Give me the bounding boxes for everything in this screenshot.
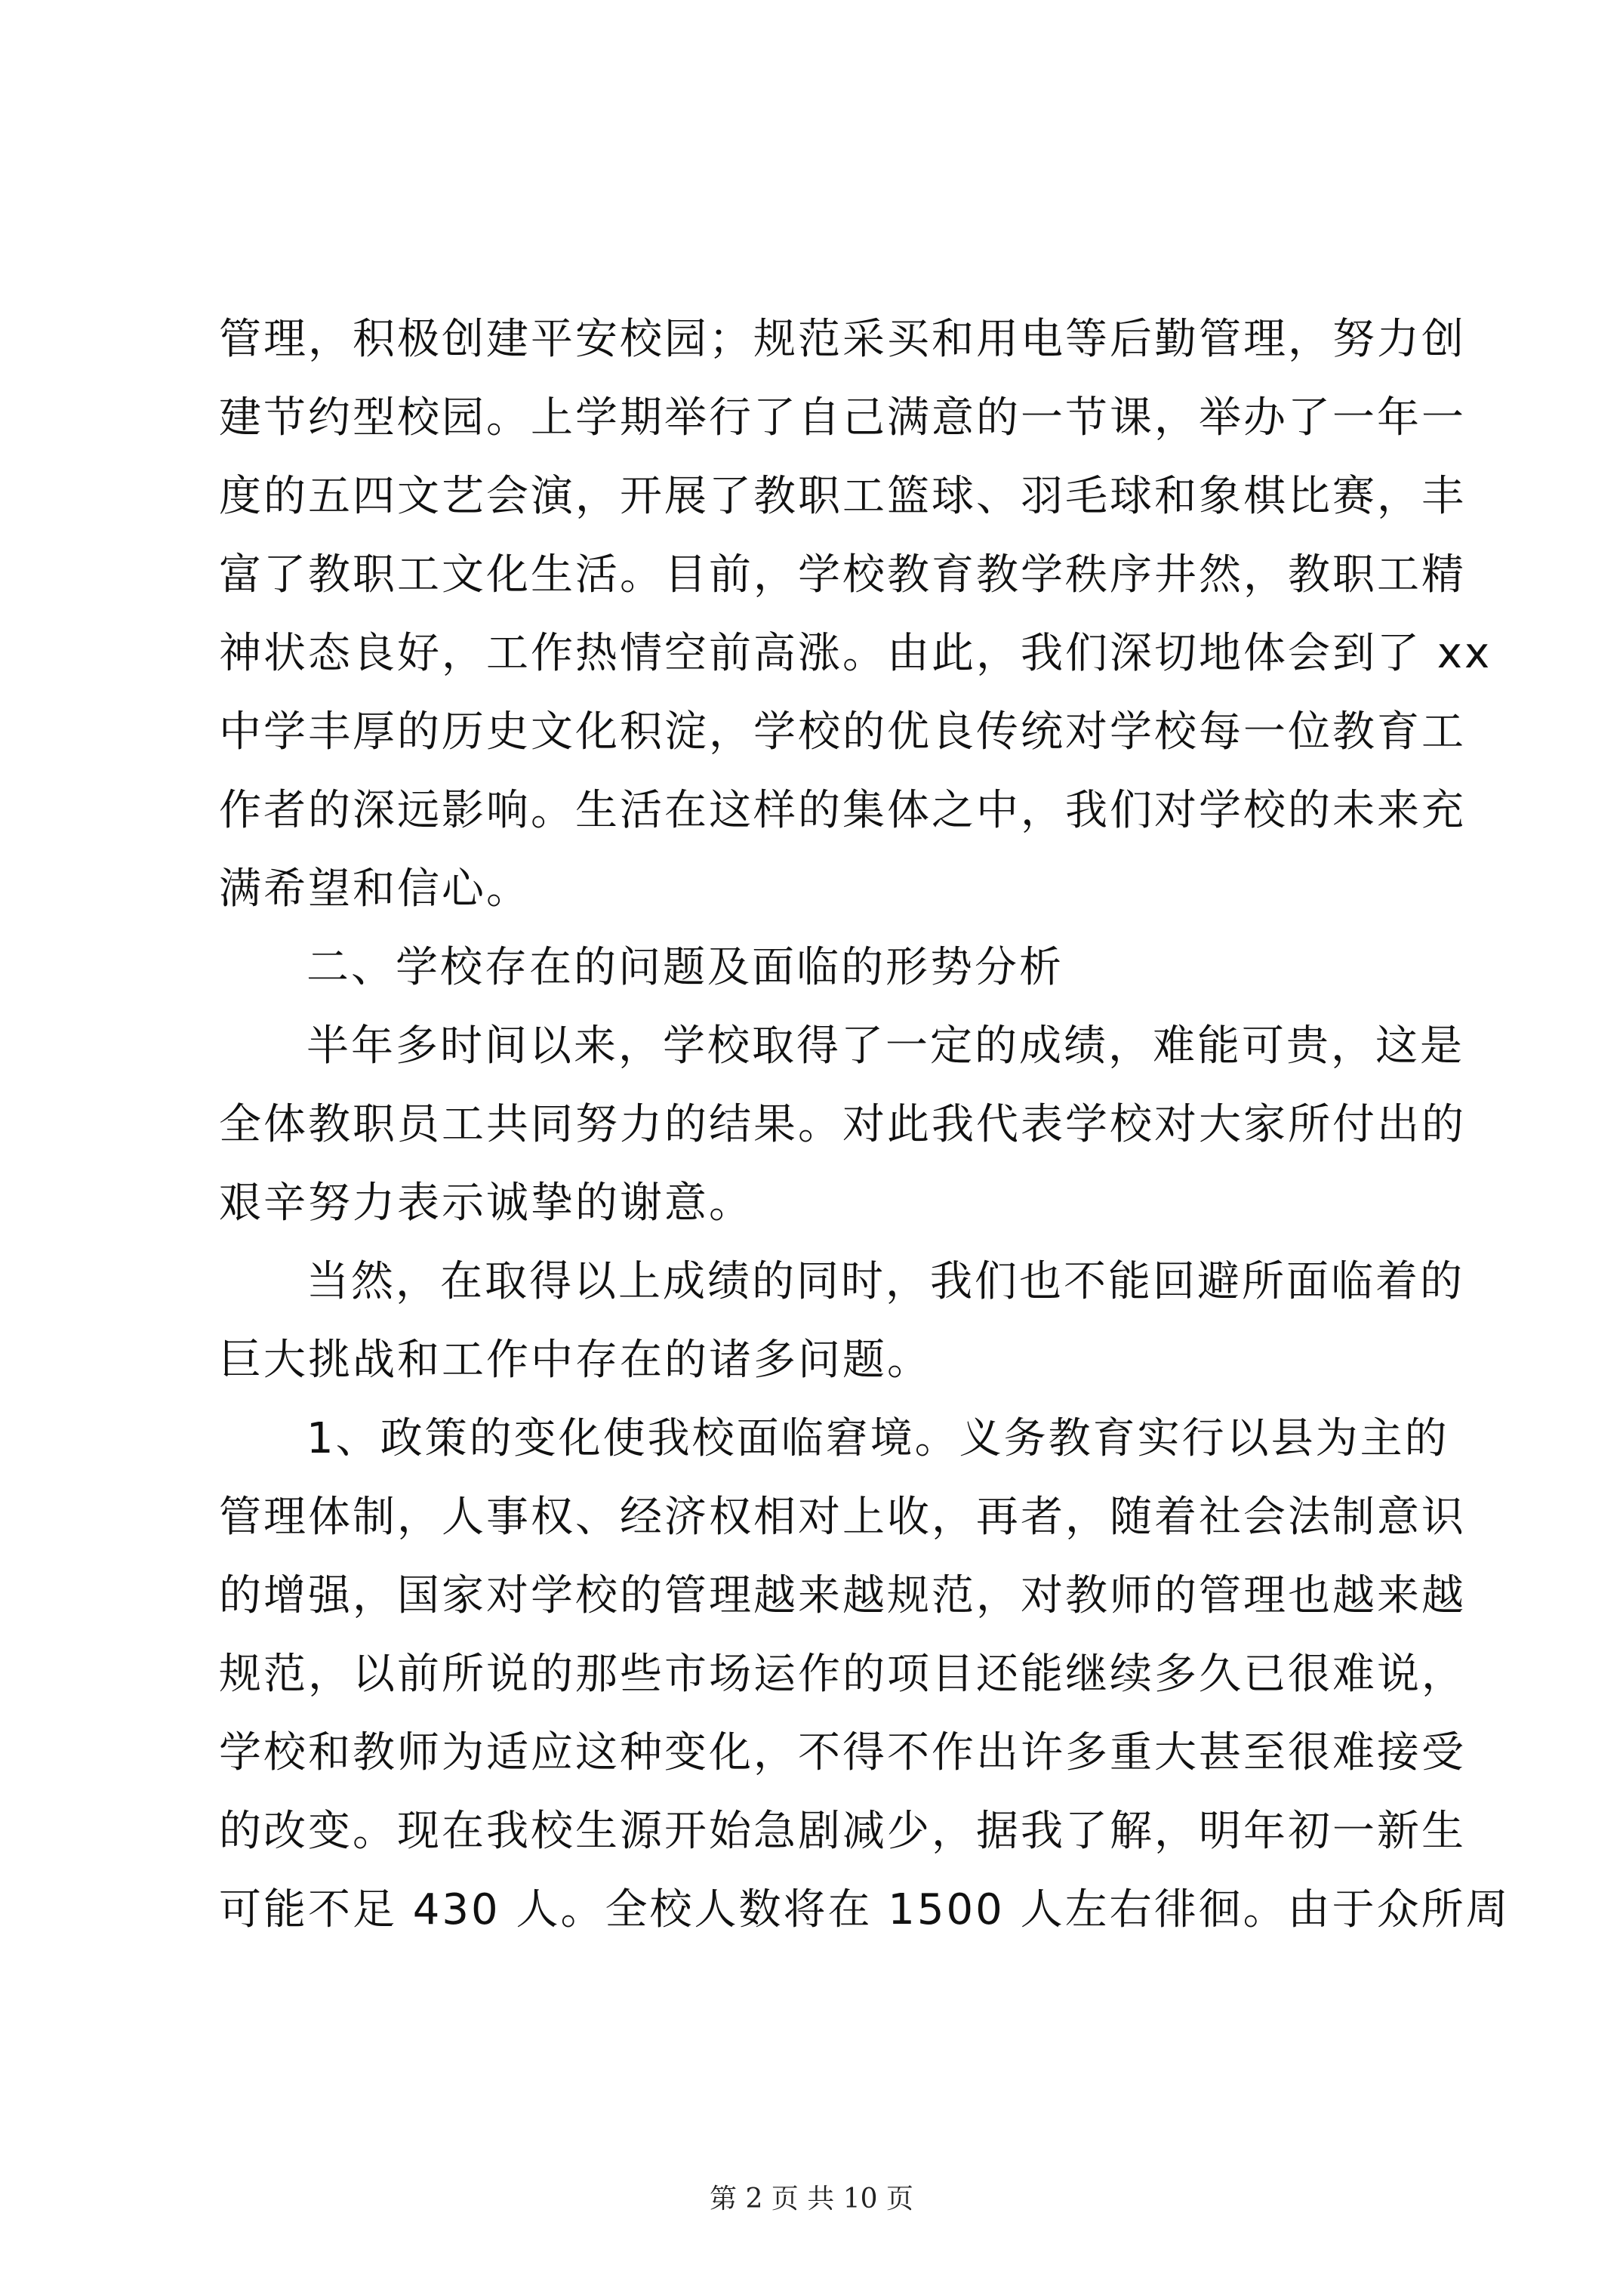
text-line: 度的五四文艺会演，开展了教职工篮球、羽毛球和象棋比赛，丰 (219, 472, 1466, 521)
text-line: 可能不足 430 人。全校人数将在 1500 人左右徘徊。由于众所周 (219, 1885, 1511, 1934)
text-line: 规范，以前所说的那些市场运作的项目还能继续多久已很难说， (219, 1650, 1466, 1699)
text-line: 的增强，国家对学校的管理越来越规范，对教师的管理也越来越 (219, 1571, 1466, 1620)
text-line: 当然，在取得以上成绩的同时，我们也不能回避所面临着的 (306, 1257, 1464, 1306)
text-line: 艰辛努力表示诚挚的谢意。 (219, 1179, 753, 1228)
text-line: 1、政策的变化使我校面临窘境。义务教育实行以县为主的 (306, 1414, 1449, 1463)
text-line: 全体教职员工共同努力的结果。对此我代表学校对大家所付出的 (219, 1100, 1466, 1149)
text-line: 半年多时间以来，学校取得了一定的成绩，难能可贵，这是 (306, 1022, 1464, 1071)
text-line: 建节约型校园。上学期举行了自己满意的一节课，举办了一年一 (219, 393, 1466, 442)
document-body (219, 300, 1511, 1949)
text-line: 二、学校存在的问题及面临的形势分析 (306, 943, 1064, 992)
text-line: 中学丰厚的历史文化积淀，学校的优良传统对学校每一位教育工 (219, 707, 1466, 757)
page-footer: 第 2 页 共 10 页 (710, 2184, 913, 2214)
text-line: 神状态良好，工作热情空前高涨。由此，我们深切地体会到了 xx (219, 629, 1492, 678)
text-line: 作者的深远影响。生活在这样的集体之中，我们对学校的未来充 (219, 786, 1466, 835)
text-line: 管理体制，人事权、经济权相对上收，再者，随着社会法制意识 (219, 1493, 1466, 1542)
text-line: 管理，积极创建平安校园；规范采买和用电等后勤管理，努力创 (219, 315, 1466, 364)
text-line: 学校和教师为适应这种变化，不得不作出许多重大甚至很难接受 (219, 1728, 1466, 1777)
text-line: 富了教职工文化生活。目前，学校教育教学秩序井然，教职工精 (219, 550, 1466, 599)
text-line: 的改变。现在我校生源开始急剧减少，据我了解，明年初一新生 (219, 1807, 1466, 1856)
text-line: 满希望和信心。 (219, 864, 531, 914)
text-line: 巨大挑战和工作中存在的诸多问题。 (219, 1336, 932, 1385)
